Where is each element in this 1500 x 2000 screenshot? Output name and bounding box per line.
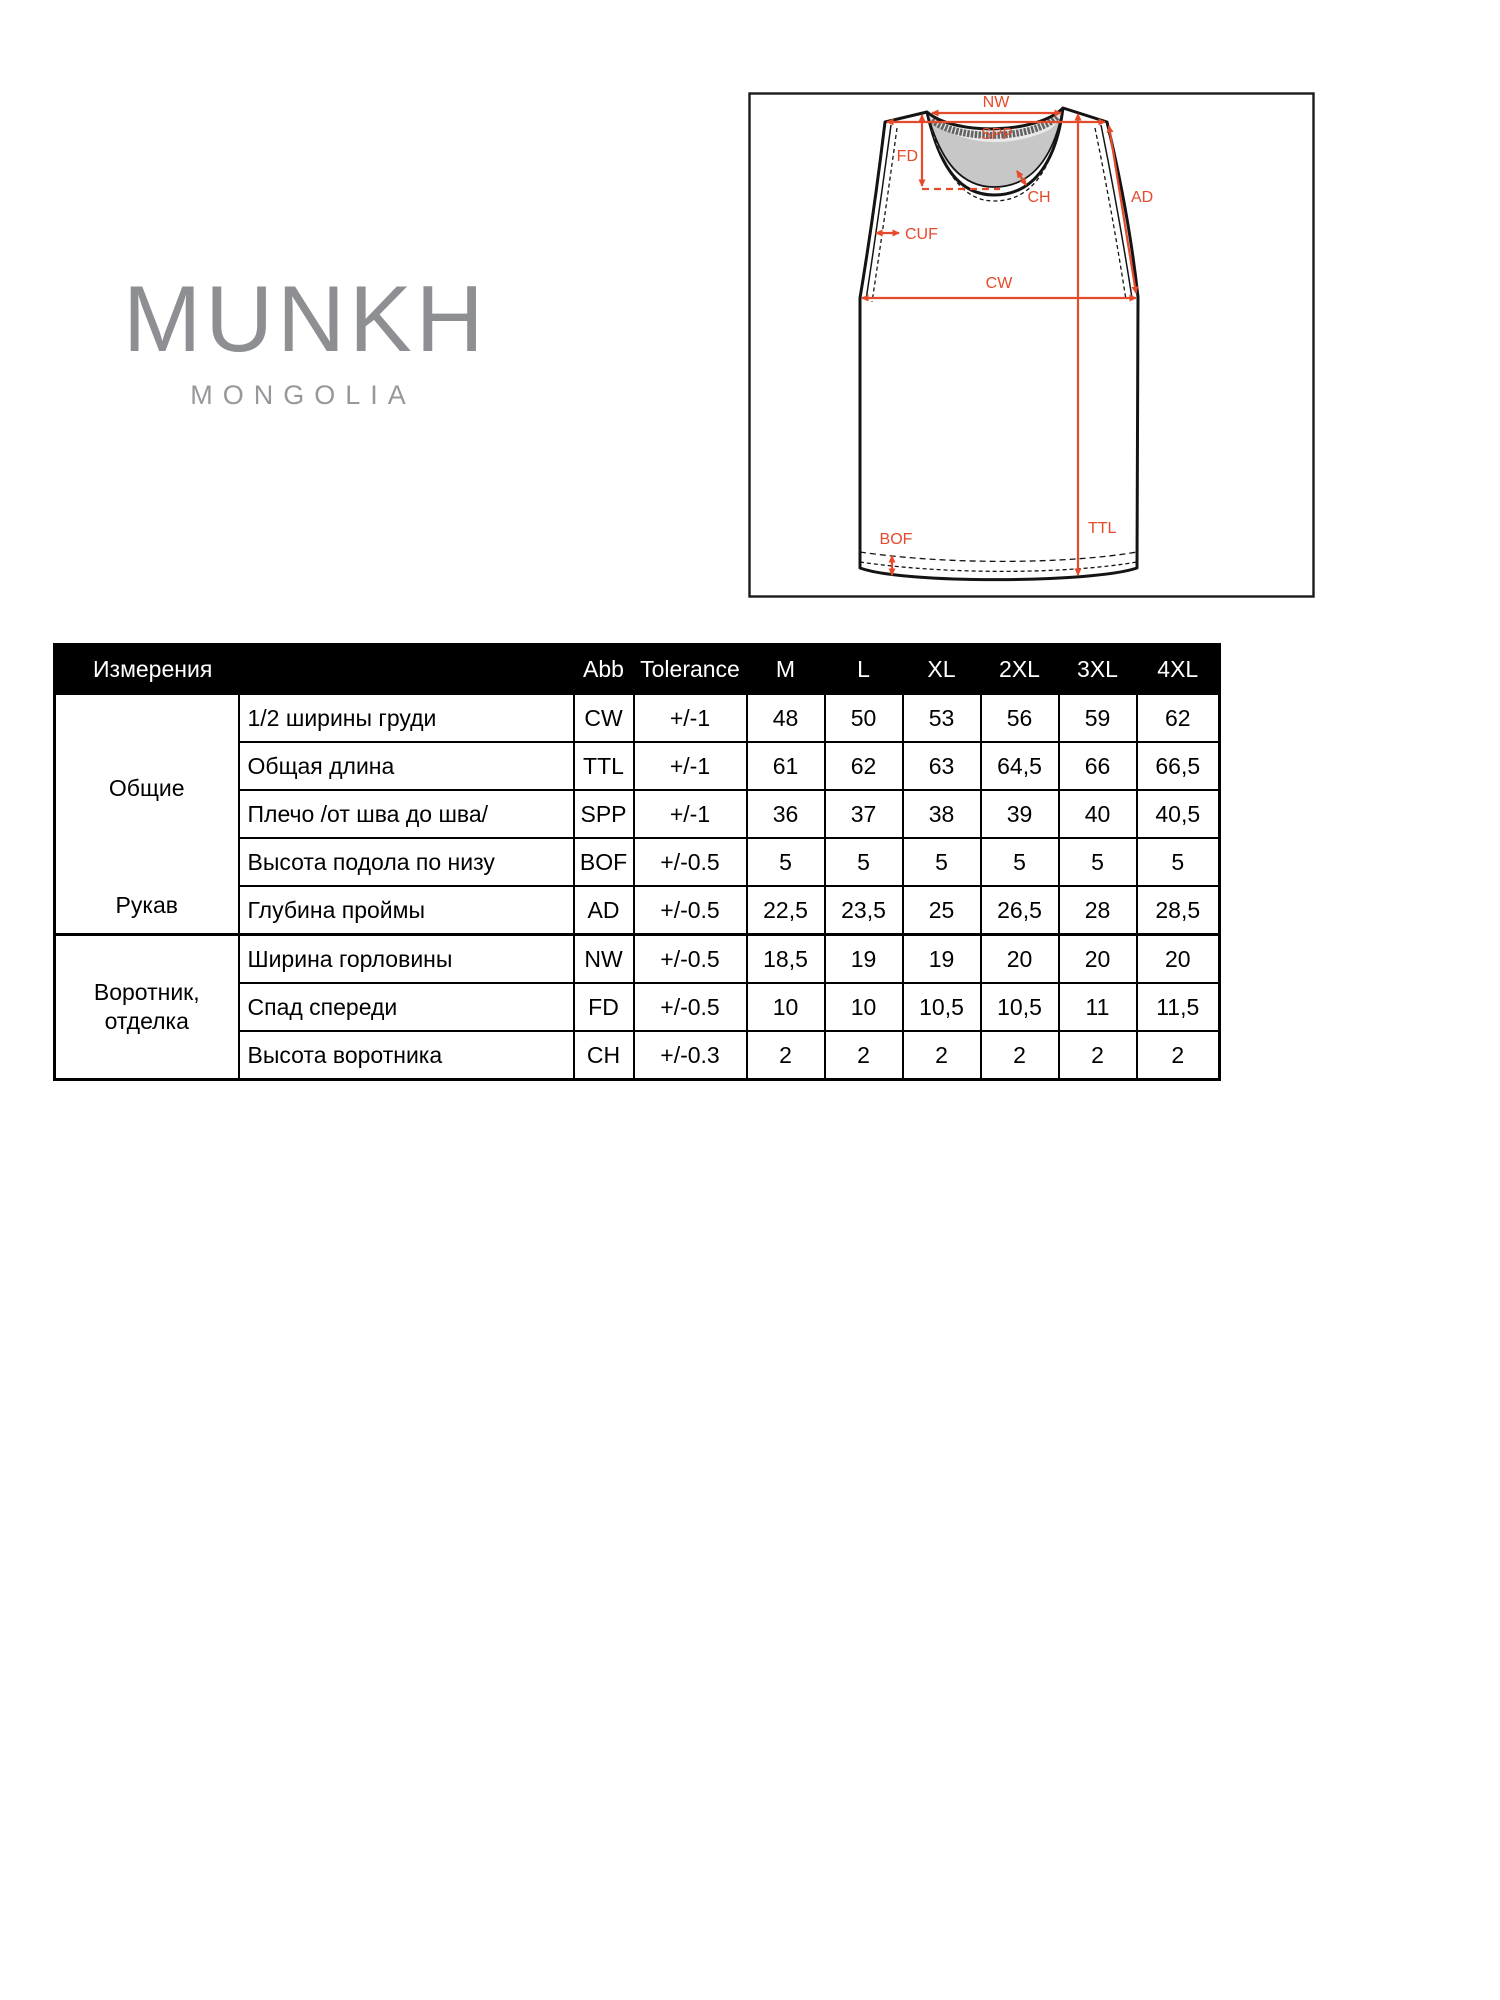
value-cell: 66 (1059, 742, 1137, 790)
tolerance-cell: +/-0.5 (634, 935, 747, 984)
value-cell: 20 (1059, 935, 1137, 984)
table-row (55, 694, 1220, 742)
abb-cell: BOF (574, 838, 634, 886)
table-row (55, 935, 1220, 984)
value-cell: 2 (1059, 1031, 1137, 1080)
tolerance-cell: +/-0.5 (634, 838, 747, 886)
value-cell: 56 (981, 694, 1059, 742)
value-cell: 62 (1137, 694, 1220, 742)
group-label-sleeve: Рукав (115, 892, 178, 918)
value-cell: 5 (1137, 838, 1220, 886)
value-cell: 5 (1059, 838, 1137, 886)
value-cell: 28 (1059, 886, 1137, 935)
size-chart-table (53, 643, 1221, 1081)
value-cell: 36 (747, 790, 825, 838)
value-cell: 66,5 (1137, 742, 1220, 790)
value-cell: 10 (825, 983, 903, 1031)
header-size-2xl: 2XL (981, 645, 1059, 695)
value-cell: 22,5 (747, 886, 825, 935)
header-tolerance: Tolerance (634, 645, 747, 695)
nw-label: NW (982, 94, 1010, 111)
abb-cell: NW (574, 935, 634, 984)
measurement-name-cell: Плечо /от шва до шва/ (239, 790, 574, 838)
tolerance-cell: +/-0.5 (634, 983, 747, 1031)
value-cell: 25 (903, 886, 981, 935)
tolerance-cell: +/-0.3 (634, 1031, 747, 1080)
abb-cell: AD (574, 886, 634, 935)
value-cell: 5 (981, 838, 1059, 886)
header-size-m: M (747, 645, 825, 695)
value-cell: 5 (825, 838, 903, 886)
tank-top-sketch (748, 92, 1315, 598)
abb-cell: CW (574, 694, 634, 742)
value-cell: 5 (903, 838, 981, 886)
value-cell: 26,5 (981, 886, 1059, 935)
value-cell: 59 (1059, 694, 1137, 742)
abb-cell: FD (574, 983, 634, 1031)
cw-label: CW (985, 275, 1013, 292)
value-cell: 2 (981, 1031, 1059, 1080)
measurement-name-cell: Высота воротника (239, 1031, 574, 1080)
brand-subtitle: MONGOLIA (190, 380, 416, 410)
header-size-xl: XL (903, 645, 981, 695)
ad-label: AD (1131, 189, 1154, 206)
bof-label: BOF (879, 531, 913, 548)
header-size-4xl: 4XL (1137, 645, 1220, 695)
measurement-name-cell: Глубина проймы (239, 886, 574, 935)
value-cell: 10,5 (981, 983, 1059, 1031)
header-measurements: Измерения (55, 645, 574, 695)
header-size-l: L (825, 645, 903, 695)
value-cell: 19 (825, 935, 903, 984)
abb-cell: CH (574, 1031, 634, 1080)
value-cell: 2 (1137, 1031, 1220, 1080)
group-label-general: Общие (108, 775, 185, 801)
measurement-name-cell: 1/2 ширины груди (239, 694, 574, 742)
value-cell: 20 (1137, 935, 1220, 984)
value-cell: 23,5 (825, 886, 903, 935)
value-cell: 62 (825, 742, 903, 790)
brand-logo (123, 266, 488, 411)
value-cell: 39 (981, 790, 1059, 838)
abb-cell: SPP (574, 790, 634, 838)
header-abb: Abb (574, 645, 634, 695)
tolerance-cell: +/-1 (634, 790, 747, 838)
tolerance-cell: +/-1 (634, 694, 747, 742)
group-label-collar-line2: отделка (104, 1008, 189, 1034)
value-cell: 64,5 (981, 742, 1059, 790)
ch-label: CH (1027, 189, 1051, 206)
garment-measurement-diagram (748, 92, 1315, 598)
value-cell: 2 (747, 1031, 825, 1080)
value-cell: 18,5 (747, 935, 825, 984)
spp-label: SPP (980, 126, 1014, 143)
value-cell: 38 (903, 790, 981, 838)
value-cell: 2 (903, 1031, 981, 1080)
value-cell: 53 (903, 694, 981, 742)
tolerance-cell: +/-0.5 (634, 886, 747, 935)
abb-cell: TTL (574, 742, 634, 790)
value-cell: 19 (903, 935, 981, 984)
value-cell: 37 (825, 790, 903, 838)
fd-label: FD (896, 148, 918, 165)
value-cell: 10 (747, 983, 825, 1031)
group-cell-collar (55, 935, 239, 1080)
value-cell: 40 (1059, 790, 1137, 838)
value-cell: 11 (1059, 983, 1137, 1031)
value-cell: 61 (747, 742, 825, 790)
measurement-name-cell: Ширина горловины (239, 935, 574, 984)
value-cell: 28,5 (1137, 886, 1220, 935)
value-cell: 63 (903, 742, 981, 790)
measurement-name-cell: Спад спереди (239, 983, 574, 1031)
value-cell: 2 (825, 1031, 903, 1080)
tolerance-cell: +/-1 (634, 742, 747, 790)
brand-name: MUNKH (123, 266, 488, 371)
value-cell: 5 (747, 838, 825, 886)
header-size-3xl: 3XL (1059, 645, 1137, 695)
value-cell: 50 (825, 694, 903, 742)
ttl-label: TTL (1088, 520, 1117, 537)
value-cell: 11,5 (1137, 983, 1220, 1031)
cuf-label: CUF (905, 226, 938, 243)
measurement-name-cell: Высота подола по низу (239, 838, 574, 886)
value-cell: 20 (981, 935, 1059, 984)
measurement-name-cell: Общая длина (239, 742, 574, 790)
value-cell: 10,5 (903, 983, 981, 1031)
value-cell: 48 (747, 694, 825, 742)
group-cell-general-sleeve (55, 694, 239, 935)
table-header-row (55, 645, 1220, 695)
group-label-collar-line1: Воротник, (93, 979, 200, 1005)
value-cell: 40,5 (1137, 790, 1220, 838)
